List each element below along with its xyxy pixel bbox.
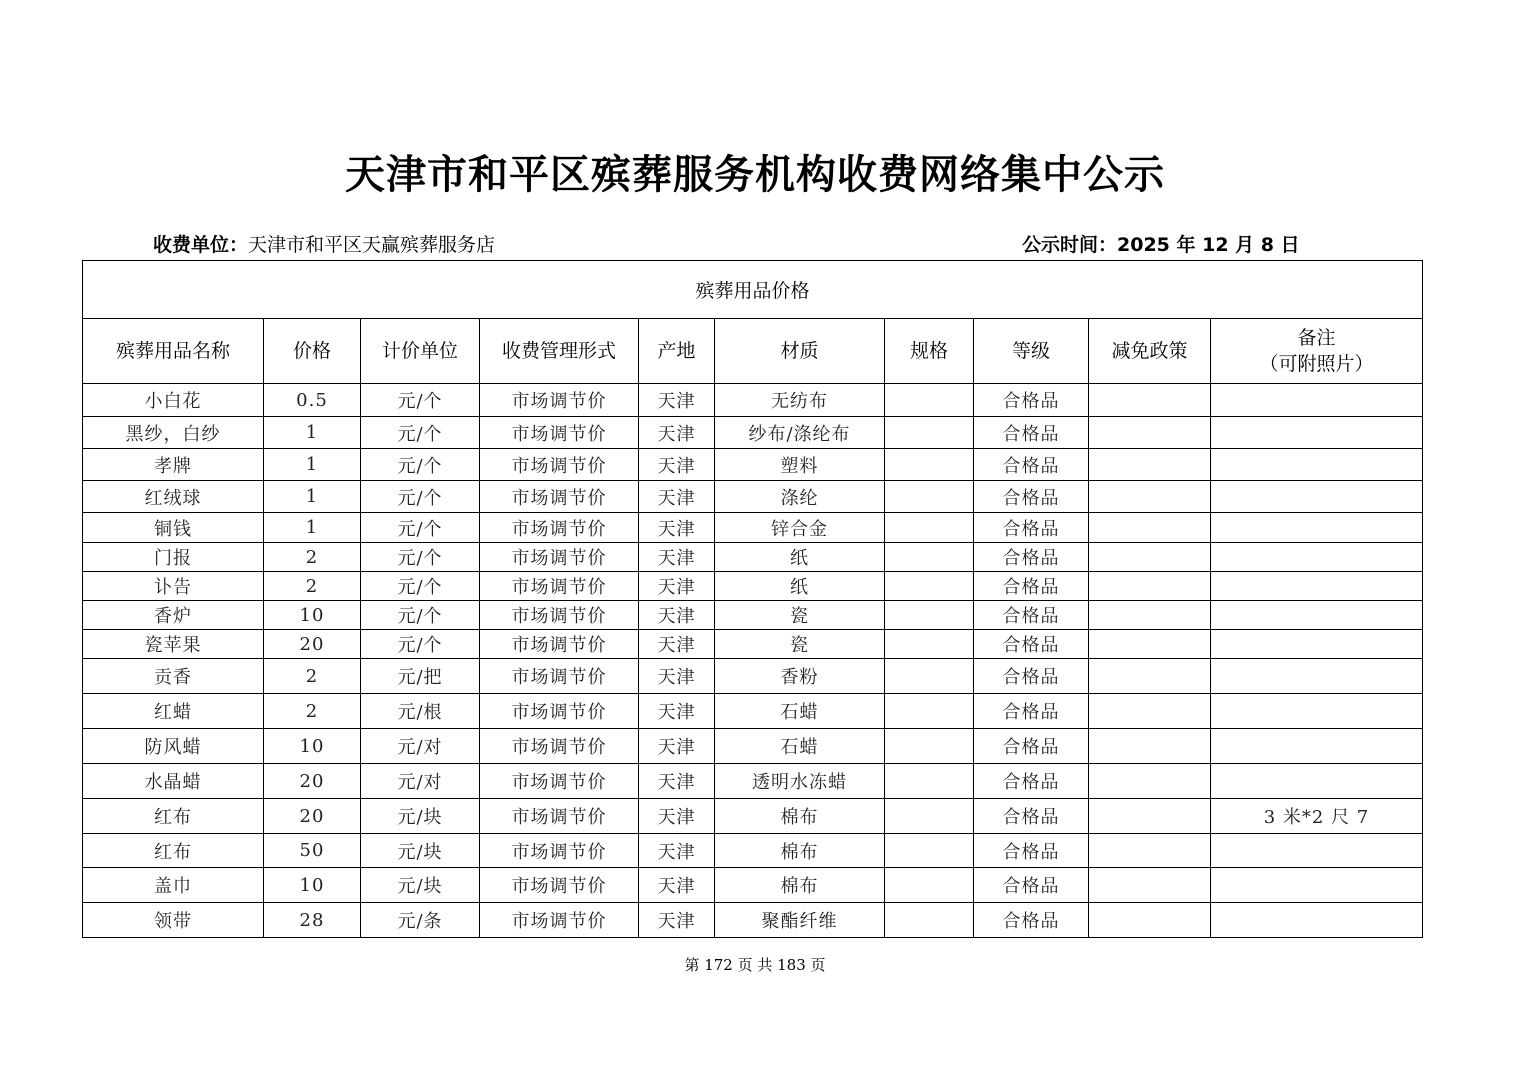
col-header-material: 材质: [715, 319, 885, 384]
cell-policy: [1089, 449, 1211, 481]
cell-unit: 元/对: [361, 764, 480, 799]
cell-remark: [1211, 543, 1423, 572]
table-row: [83, 417, 1423, 449]
cell-grade: 合格品: [974, 694, 1089, 729]
col-header-policy: 减免政策: [1089, 319, 1211, 384]
cell-material: 石蜡: [715, 694, 885, 729]
page-title: 天津市和平区殡葬服务机构收费网络集中公示: [345, 151, 1165, 198]
cell-material: 无纺布: [715, 384, 885, 417]
cell-spec: [885, 799, 974, 834]
cell-mgmt: 市场调节价: [480, 630, 639, 659]
cell-mgmt: 市场调节价: [480, 868, 639, 903]
cell-remark: [1211, 449, 1423, 481]
fee-unit-label: 收费单位：: [153, 234, 249, 256]
cell-remark: [1211, 659, 1423, 694]
table-row: [83, 513, 1423, 543]
cell-material: 纱布/涤纶布: [715, 417, 885, 449]
cell-price: 1: [264, 417, 361, 449]
cell-price: 2: [264, 659, 361, 694]
cell-name: 领带: [83, 903, 264, 938]
cell-mgmt: 市场调节价: [480, 513, 639, 543]
cell-grade: 合格品: [974, 764, 1089, 799]
cell-origin: 天津: [639, 543, 715, 572]
col-header-remark-note: （可附照片）: [1259, 353, 1374, 375]
cell-grade: 合格品: [974, 384, 1089, 417]
fee-unit-value: 天津市和平区天赢殡葬服务店: [248, 234, 496, 256]
cell-mgmt: 市场调节价: [480, 384, 639, 417]
cell-unit: 元/个: [361, 384, 480, 417]
cell-unit: 元/块: [361, 799, 480, 834]
cell-spec: [885, 601, 974, 630]
cell-policy: [1089, 417, 1211, 449]
cell-mgmt: 市场调节价: [480, 799, 639, 834]
cell-policy: [1089, 601, 1211, 630]
cell-price: 50: [264, 834, 361, 868]
cell-policy: [1089, 764, 1211, 799]
cell-origin: 天津: [639, 659, 715, 694]
cell-material: 纸: [715, 572, 885, 601]
cell-material: 棉布: [715, 799, 885, 834]
cell-name: 红布: [83, 834, 264, 868]
publish-date: [1022, 232, 1300, 258]
cell-grade: 合格品: [974, 449, 1089, 481]
cell-remark: 3 米*2 尺 7: [1211, 799, 1423, 834]
cell-name: 小白花: [83, 384, 264, 417]
cell-name: 铜钱: [83, 513, 264, 543]
cell-remark: [1211, 417, 1423, 449]
cell-origin: 天津: [639, 630, 715, 659]
cell-remark: [1211, 694, 1423, 729]
section-row: [83, 261, 1423, 319]
cell-material: 棉布: [715, 834, 885, 868]
col-header-price: 价格: [264, 319, 361, 384]
table-row: [83, 449, 1423, 481]
cell-origin: 天津: [639, 694, 715, 729]
cell-name: 红蜡: [83, 694, 264, 729]
cell-remark: [1211, 384, 1423, 417]
cell-spec: [885, 543, 974, 572]
cell-price: 10: [264, 729, 361, 764]
cell-origin: 天津: [639, 601, 715, 630]
cell-grade: 合格品: [974, 834, 1089, 868]
cell-price: 20: [264, 799, 361, 834]
cell-remark: [1211, 729, 1423, 764]
cell-material: 锌合金: [715, 513, 885, 543]
cell-name: 盖巾: [83, 868, 264, 903]
cell-name: 水晶蜡: [83, 764, 264, 799]
cell-spec: [885, 694, 974, 729]
table-row: [83, 694, 1423, 729]
cell-name: 红布: [83, 799, 264, 834]
cell-grade: 合格品: [974, 572, 1089, 601]
col-header-mgmt: 收费管理形式: [480, 319, 639, 384]
cell-unit: 元/根: [361, 694, 480, 729]
cell-policy: [1089, 572, 1211, 601]
table-row: [83, 384, 1423, 417]
cell-policy: [1089, 384, 1211, 417]
table-row: [83, 868, 1423, 903]
cell-unit: 元/个: [361, 630, 480, 659]
cell-name: 防风蜡: [83, 729, 264, 764]
table-body: [83, 384, 1423, 938]
cell-material: 透明水冻蜡: [715, 764, 885, 799]
cell-origin: 天津: [639, 799, 715, 834]
cell-unit: 元/对: [361, 729, 480, 764]
cell-spec: [885, 729, 974, 764]
table-row: [83, 630, 1423, 659]
cell-material: 香粉: [715, 659, 885, 694]
cell-mgmt: 市场调节价: [480, 834, 639, 868]
table-row: [83, 729, 1423, 764]
cell-mgmt: 市场调节价: [480, 601, 639, 630]
cell-remark: [1211, 630, 1423, 659]
col-header-grade: 等级: [974, 319, 1089, 384]
cell-remark: [1211, 481, 1423, 513]
cell-material: 棉布: [715, 868, 885, 903]
cell-policy: [1089, 729, 1211, 764]
cell-policy: [1089, 694, 1211, 729]
cell-policy: [1089, 513, 1211, 543]
cell-spec: [885, 764, 974, 799]
cell-price: 0.5: [264, 384, 361, 417]
cell-origin: 天津: [639, 572, 715, 601]
cell-material: 塑料: [715, 449, 885, 481]
table-row: [83, 764, 1423, 799]
cell-policy: [1089, 868, 1211, 903]
publish-date-label: 公示时间：: [1022, 234, 1118, 256]
col-header-remark-title: 备注: [1297, 327, 1336, 349]
cell-name: 红绒球: [83, 481, 264, 513]
cell-remark: [1211, 601, 1423, 630]
cell-mgmt: 市场调节价: [480, 572, 639, 601]
table-row: [83, 903, 1423, 938]
cell-unit: 元/个: [361, 513, 480, 543]
cell-grade: 合格品: [974, 630, 1089, 659]
cell-name: 贡香: [83, 659, 264, 694]
cell-price: 1: [264, 449, 361, 481]
table-row: [83, 601, 1423, 630]
cell-origin: 天津: [639, 834, 715, 868]
col-header-origin: 产地: [639, 319, 715, 384]
cell-remark: [1211, 903, 1423, 938]
cell-material: 瓷: [715, 601, 885, 630]
header-row: [83, 319, 1423, 384]
col-header-spec: 规格: [885, 319, 974, 384]
cell-grade: 合格品: [974, 799, 1089, 834]
cell-mgmt: 市场调节价: [480, 481, 639, 513]
cell-unit: 元/个: [361, 449, 480, 481]
cell-unit: 元/块: [361, 834, 480, 868]
cell-spec: [885, 384, 974, 417]
cell-remark: [1211, 868, 1423, 903]
cell-remark: [1211, 572, 1423, 601]
cell-policy: [1089, 903, 1211, 938]
table-row: [83, 799, 1423, 834]
cell-price: 2: [264, 694, 361, 729]
cell-mgmt: 市场调节价: [480, 694, 639, 729]
cell-price: 10: [264, 868, 361, 903]
cell-price: 2: [264, 572, 361, 601]
cell-spec: [885, 903, 974, 938]
cell-spec: [885, 834, 974, 868]
cell-unit: 元/个: [361, 601, 480, 630]
cell-material: 石蜡: [715, 729, 885, 764]
col-header-name: 殡葬用品名称: [83, 319, 264, 384]
cell-unit: 元/个: [361, 481, 480, 513]
cell-price: 20: [264, 764, 361, 799]
cell-origin: 天津: [639, 513, 715, 543]
cell-name: 瓷苹果: [83, 630, 264, 659]
cell-spec: [885, 868, 974, 903]
cell-unit: 元/个: [361, 572, 480, 601]
cell-material: 纸: [715, 543, 885, 572]
cell-price: 10: [264, 601, 361, 630]
cell-mgmt: 市场调节价: [480, 543, 639, 572]
cell-price: 28: [264, 903, 361, 938]
cell-grade: 合格品: [974, 903, 1089, 938]
cell-material: 聚酯纤维: [715, 903, 885, 938]
cell-remark: [1211, 834, 1423, 868]
cell-price: 1: [264, 481, 361, 513]
table-row: [83, 572, 1423, 601]
cell-mgmt: 市场调节价: [480, 903, 639, 938]
cell-price: 20: [264, 630, 361, 659]
cell-origin: 天津: [639, 481, 715, 513]
cell-name: 讣告: [83, 572, 264, 601]
cell-unit: 元/个: [361, 543, 480, 572]
cell-spec: [885, 513, 974, 543]
table-row: [83, 543, 1423, 572]
cell-grade: 合格品: [974, 481, 1089, 513]
cell-grade: 合格品: [974, 543, 1089, 572]
cell-mgmt: 市场调节价: [480, 449, 639, 481]
cell-spec: [885, 659, 974, 694]
price-table: [82, 260, 1423, 938]
cell-mgmt: 市场调节价: [480, 417, 639, 449]
section-title: 殡葬用品价格: [83, 261, 1423, 319]
cell-origin: 天津: [639, 384, 715, 417]
col-header-unit: 计价单位: [361, 319, 480, 384]
table-row: [83, 834, 1423, 868]
cell-policy: [1089, 659, 1211, 694]
cell-grade: 合格品: [974, 601, 1089, 630]
page-footer: 第 172 页 共 183 页: [684, 956, 826, 974]
cell-grade: 合格品: [974, 513, 1089, 543]
cell-unit: 元/把: [361, 659, 480, 694]
table-row: [83, 659, 1423, 694]
cell-grade: 合格品: [974, 417, 1089, 449]
cell-price: 1: [264, 513, 361, 543]
cell-material: 涤纶: [715, 481, 885, 513]
cell-spec: [885, 481, 974, 513]
cell-mgmt: 市场调节价: [480, 659, 639, 694]
cell-spec: [885, 417, 974, 449]
cell-grade: 合格品: [974, 659, 1089, 694]
cell-origin: 天津: [639, 903, 715, 938]
cell-policy: [1089, 834, 1211, 868]
cell-spec: [885, 572, 974, 601]
cell-mgmt: 市场调节价: [480, 729, 639, 764]
cell-name: 孝牌: [83, 449, 264, 481]
cell-grade: 合格品: [974, 868, 1089, 903]
cell-unit: 元/块: [361, 868, 480, 903]
cell-origin: 天津: [639, 764, 715, 799]
cell-material: 瓷: [715, 630, 885, 659]
cell-spec: [885, 630, 974, 659]
cell-policy: [1089, 543, 1211, 572]
fee-unit: [153, 232, 495, 258]
cell-remark: [1211, 764, 1423, 799]
cell-policy: [1089, 799, 1211, 834]
cell-policy: [1089, 481, 1211, 513]
cell-name: 黑纱，白纱: [83, 417, 264, 449]
cell-origin: 天津: [639, 449, 715, 481]
col-header-remark: [1211, 319, 1423, 384]
table-row: [83, 481, 1423, 513]
cell-name: 门报: [83, 543, 264, 572]
cell-grade: 合格品: [974, 729, 1089, 764]
cell-origin: 天津: [639, 417, 715, 449]
cell-remark: [1211, 513, 1423, 543]
cell-price: 2: [264, 543, 361, 572]
cell-mgmt: 市场调节价: [480, 764, 639, 799]
cell-spec: [885, 449, 974, 481]
cell-origin: 天津: [639, 729, 715, 764]
publish-date-value: 2025 年 12 月 8 日: [1117, 234, 1300, 256]
cell-unit: 元/条: [361, 903, 480, 938]
cell-origin: 天津: [639, 868, 715, 903]
cell-policy: [1089, 630, 1211, 659]
cell-name: 香炉: [83, 601, 264, 630]
cell-unit: 元/个: [361, 417, 480, 449]
